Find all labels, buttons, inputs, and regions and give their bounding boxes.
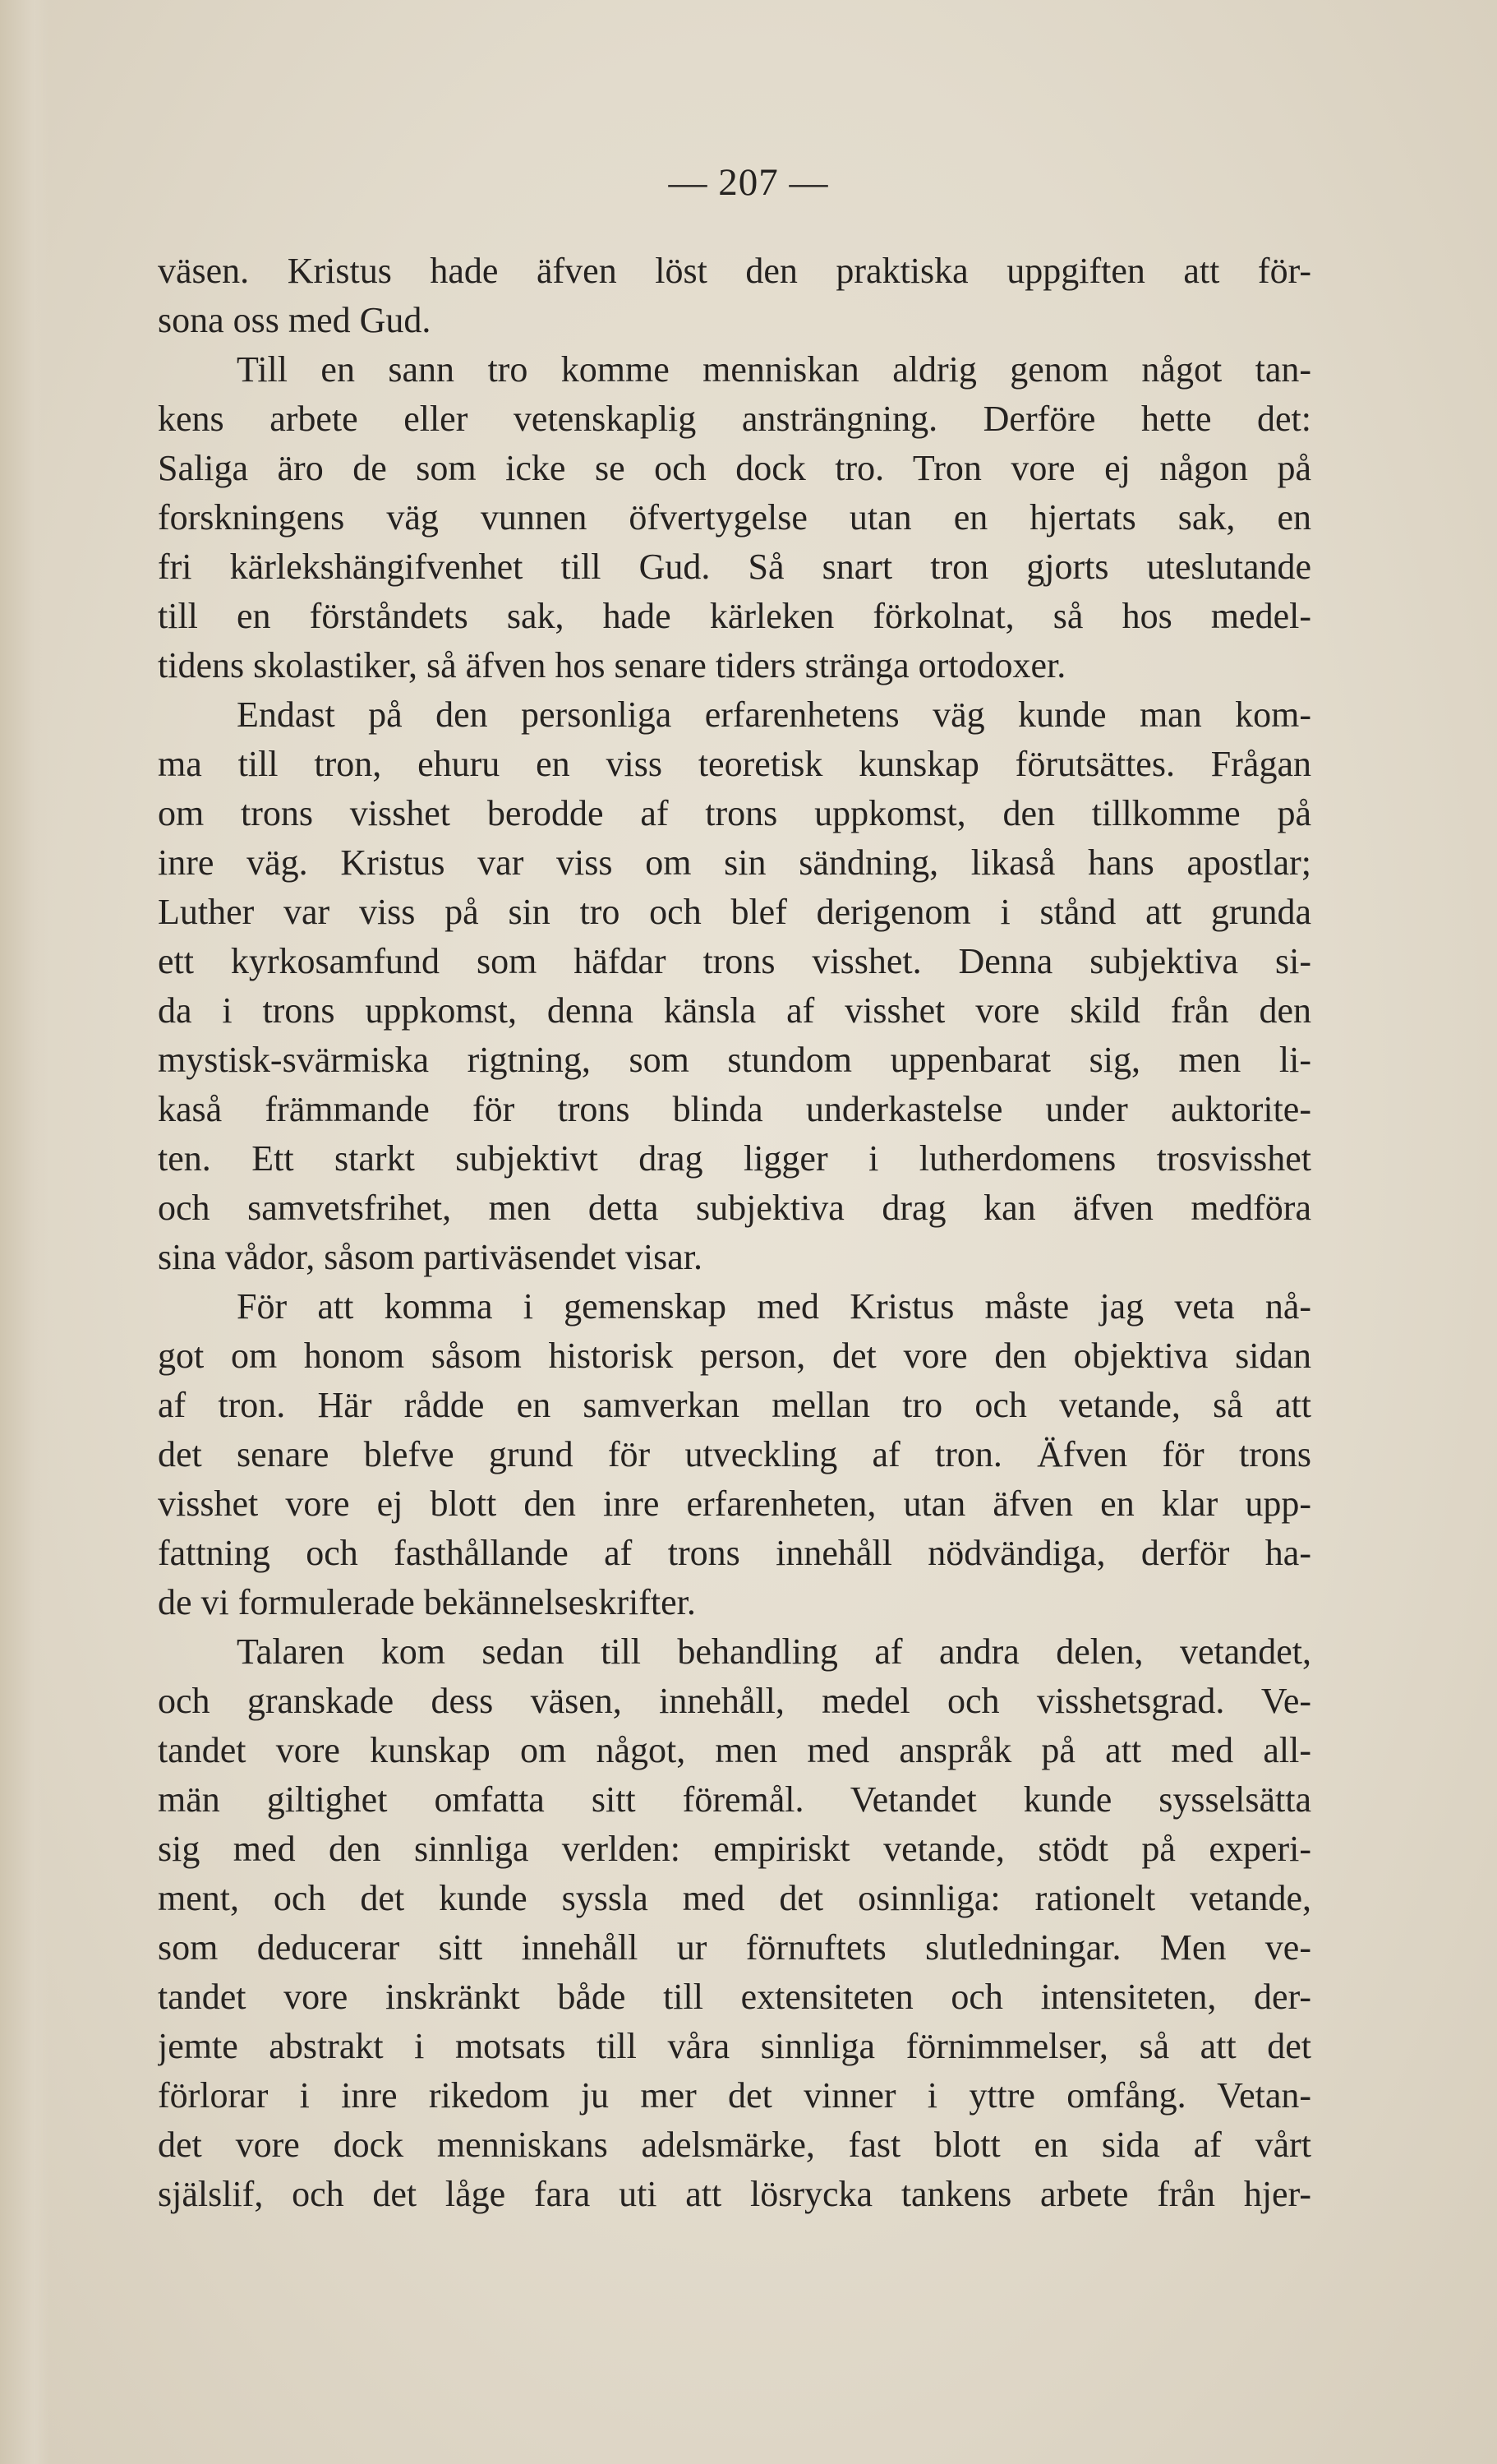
text-line: det vore dock menniskans adelsmärke, fast blott en sida af vårt xyxy=(158,2125,1311,2165)
text-line: tandet vore inskränkt både till extensiteten och intensiteten, der- xyxy=(158,1977,1311,2017)
text-line: Talaren kom sedan till behandling af andra delen, vetandet, xyxy=(237,1631,1311,1672)
text-line: af tron. Här rådde en samverkan mellan tro och vetande, så att xyxy=(158,1385,1311,1425)
text-line: sig med den sinnliga verlden: empiriskt vetande, stödt på experi- xyxy=(158,1829,1311,1869)
text-line: kaså främmande för trons blinda underkastelse under auktorite- xyxy=(158,1089,1311,1129)
text-line: forskningens väg vunnen öfvertygelse utan en hjertats sak, en xyxy=(158,497,1311,538)
text-line: väsen. Kristus hade äfven löst den praktiska uppgiften att för- xyxy=(158,251,1311,291)
text-line: till en förståndets sak, hade kärleken förkolnat, så hos medel- xyxy=(158,596,1311,636)
body-text xyxy=(158,247,1311,2219)
page-binding-shadow xyxy=(0,0,49,2464)
text-line: förlorar i inre rikedom ju mer det vinner i yttre omfång. Vetan- xyxy=(158,2075,1311,2116)
text-line: fri kärlekshängifvenhet till Gud. Så snart tron gjorts uteslutande xyxy=(158,547,1311,587)
text-line: Endast på den personliga erfarenhetens väg kunde man kom- xyxy=(237,694,1311,735)
text-line: Saliga äro de som icke se och dock tro. Tron vore ej någon på xyxy=(158,448,1311,488)
text-line: da i trons uppkomst, denna känsla af visshet vore skild från den xyxy=(158,990,1311,1031)
text-line: som deducerar sitt innehåll ur förnuftets slutledningar. Men ve- xyxy=(158,1927,1311,1968)
text-line: kens arbete eller vetenskaplig ansträngning. Derföre hette det: xyxy=(158,399,1311,439)
text-line: sona oss med Gud. xyxy=(158,300,431,340)
text-line: ment, och det kunde syssla med det osinnliga: rationelt vetande, xyxy=(158,1878,1311,1918)
text-line: visshet vore ej blott den inre erfarenheten, utan äfven en klar upp- xyxy=(158,1483,1311,1524)
text-line: sina vådor, såsom partiväsendet visar. xyxy=(158,1237,702,1277)
text-line: ett kyrkosamfund som häfdar trons visshet. Denna subjektiva si- xyxy=(158,941,1311,981)
text-line: det senare blefve grund för utveckling af tron. Äfven för trons xyxy=(158,1434,1311,1474)
text-line: Luther var viss på sin tro och blef derigenom i stånd att grunda xyxy=(158,892,1311,932)
text-line: Till en sann tro komme menniskan aldrig genom något tan- xyxy=(237,349,1311,390)
text-line: och granskade dess väsen, innehåll, medel och visshetsgrad. Ve- xyxy=(158,1681,1311,1721)
text-line: och samvetsfrihet, men detta subjektiva drag kan äfven medföra xyxy=(158,1188,1311,1228)
text-line: ma till tron, ehuru en viss teoretisk kunskap förutsättes. Frågan xyxy=(158,744,1311,784)
text-line: inre väg. Kristus var viss om sin sändning, likaså hans apostlar; xyxy=(158,842,1311,883)
text-line: tandet vore kunskap om något, men med anspråk på att med all- xyxy=(158,1730,1311,1770)
text-line: fattning och fasthållande af trons innehåll nödvändiga, derför ha- xyxy=(158,1533,1311,1573)
text-line: tidens skolastiker, så äfven hos senare tiders stränga ortodoxer. xyxy=(158,645,1066,685)
page-number: — 207 — xyxy=(668,161,829,204)
text-line: ten. Ett starkt subjektivt drag ligger i lutherdomens trosvisshet xyxy=(158,1138,1311,1179)
text-line: För att komma i gemenskap med Kristus måste jag veta nå- xyxy=(237,1286,1311,1327)
text-line: de vi formulerade bekännelseskrifter. xyxy=(158,1582,696,1622)
text-line: jemte abstrakt i motsats till våra sinnliga förnimmelser, så att det xyxy=(158,2026,1311,2066)
text-line: mystisk-svärmiska rigtning, som stundom uppenbarat sig, men li- xyxy=(158,1040,1311,1080)
text-line: got om honom såsom historisk person, det vore den objektiva sidan xyxy=(158,1336,1311,1376)
text-line: själslif, och det låge fara uti att lösrycka tankens arbete från hjer- xyxy=(158,2174,1311,2214)
text-line: om trons visshet berodde af trons uppkomst, den tillkomme på xyxy=(158,793,1311,833)
text-line: män giltighet omfatta sitt föremål. Vetandet kunde sysselsätta xyxy=(158,1779,1311,1820)
